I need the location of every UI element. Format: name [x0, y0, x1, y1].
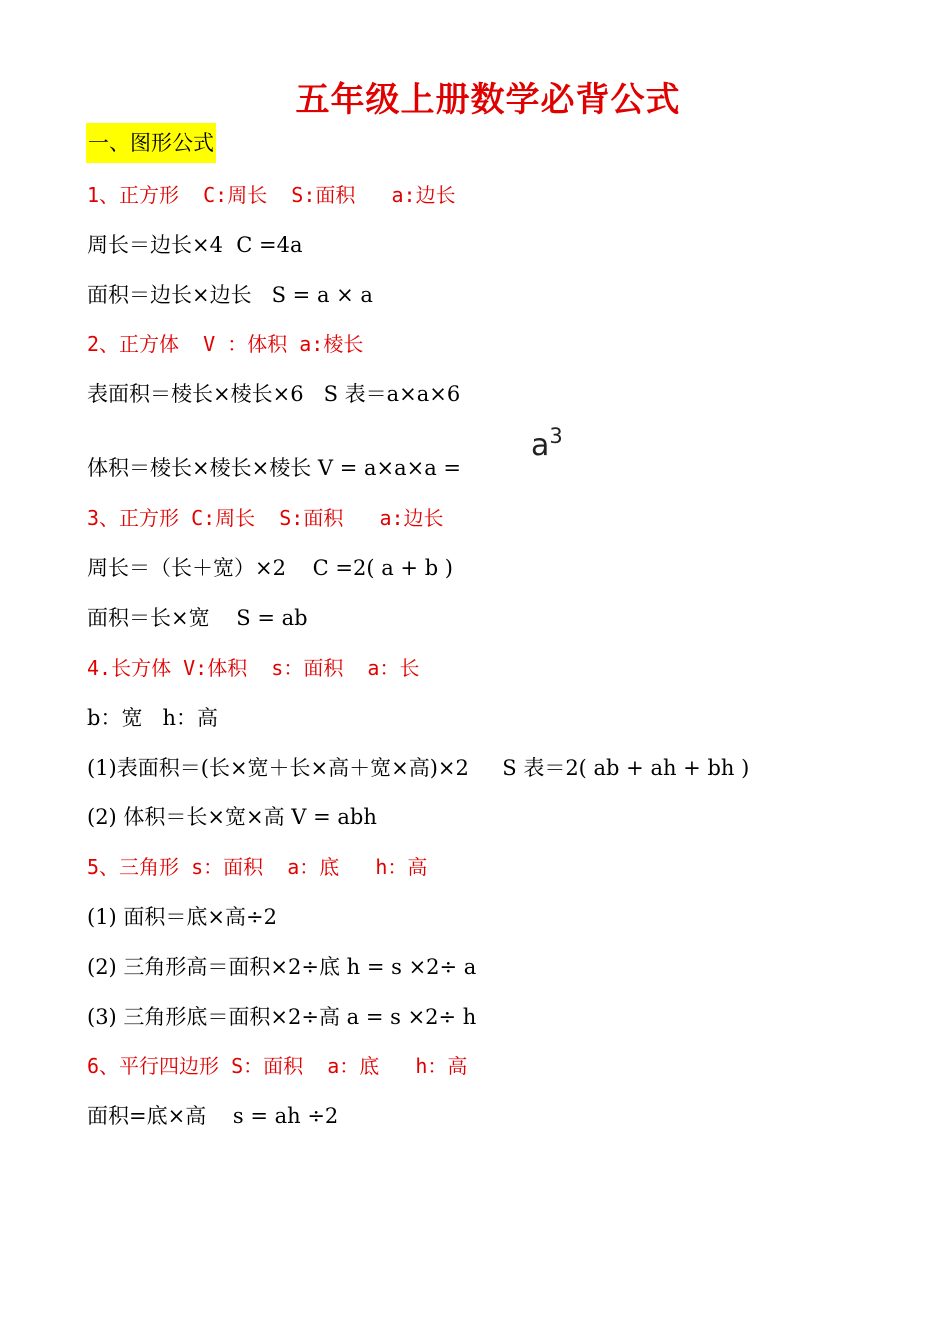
formula-heading: 3、正方形 C:周长 S:面积 a:边长: [87, 506, 444, 530]
formula-line: 周长＝边长×4 C =4a: [87, 233, 303, 257]
power-base: a: [531, 428, 550, 463]
formula-line: 面积＝长×宽 S = ab: [87, 606, 308, 630]
formula-line: (1) 面积＝底×高÷2: [87, 905, 277, 929]
formula-heading: 6、平行四边形 S：面积 a：底 h：高: [87, 1054, 468, 1078]
formula-heading: 1、正方形 C:周长 S:面积 a:边长: [87, 183, 456, 207]
formula-line: (3) 三角形底＝面积×2÷高 a = s ×2÷ h: [87, 1005, 477, 1029]
formula-line: 周长＝（长＋宽）×2 C =2( a + b ): [87, 556, 454, 580]
formula-heading: 2、正方体 V ：体积 a:棱长: [87, 332, 364, 356]
page-title: 五年级上册数学必背公式: [295, 80, 681, 120]
cube-power-image: [531, 424, 563, 463]
formula-line: 面积=底×高 s = ah ÷2: [87, 1104, 339, 1128]
formula-line: (2) 体积＝长×宽×高 V = abh: [87, 805, 377, 829]
formula-line: b：宽 h：高: [87, 706, 218, 730]
power-exponent: 3: [549, 424, 563, 448]
formula-line: 面积＝边长×边长 S = a × a: [87, 283, 373, 307]
formula-line: (1)表面积＝(长×宽＋长×高＋宽×高)×2 S 表＝2( ab + ah + bh ): [87, 756, 750, 780]
formula-heading: 4.长方体 V:体积 s：面积 a：长: [87, 656, 420, 680]
formula-line: 体积＝棱长×棱长×棱长 V = a×a×a =: [87, 456, 462, 480]
formula-line: 表面积＝棱长×棱长×6 S 表＝a×a×6: [87, 382, 461, 406]
section-heading: 一、图形公式: [86, 123, 216, 163]
formula-line: (2) 三角形高＝面积×2÷底 h = s ×2÷ a: [87, 955, 477, 979]
formula-heading: 5、三角形 s：面积 a：底 h：高: [87, 855, 428, 879]
